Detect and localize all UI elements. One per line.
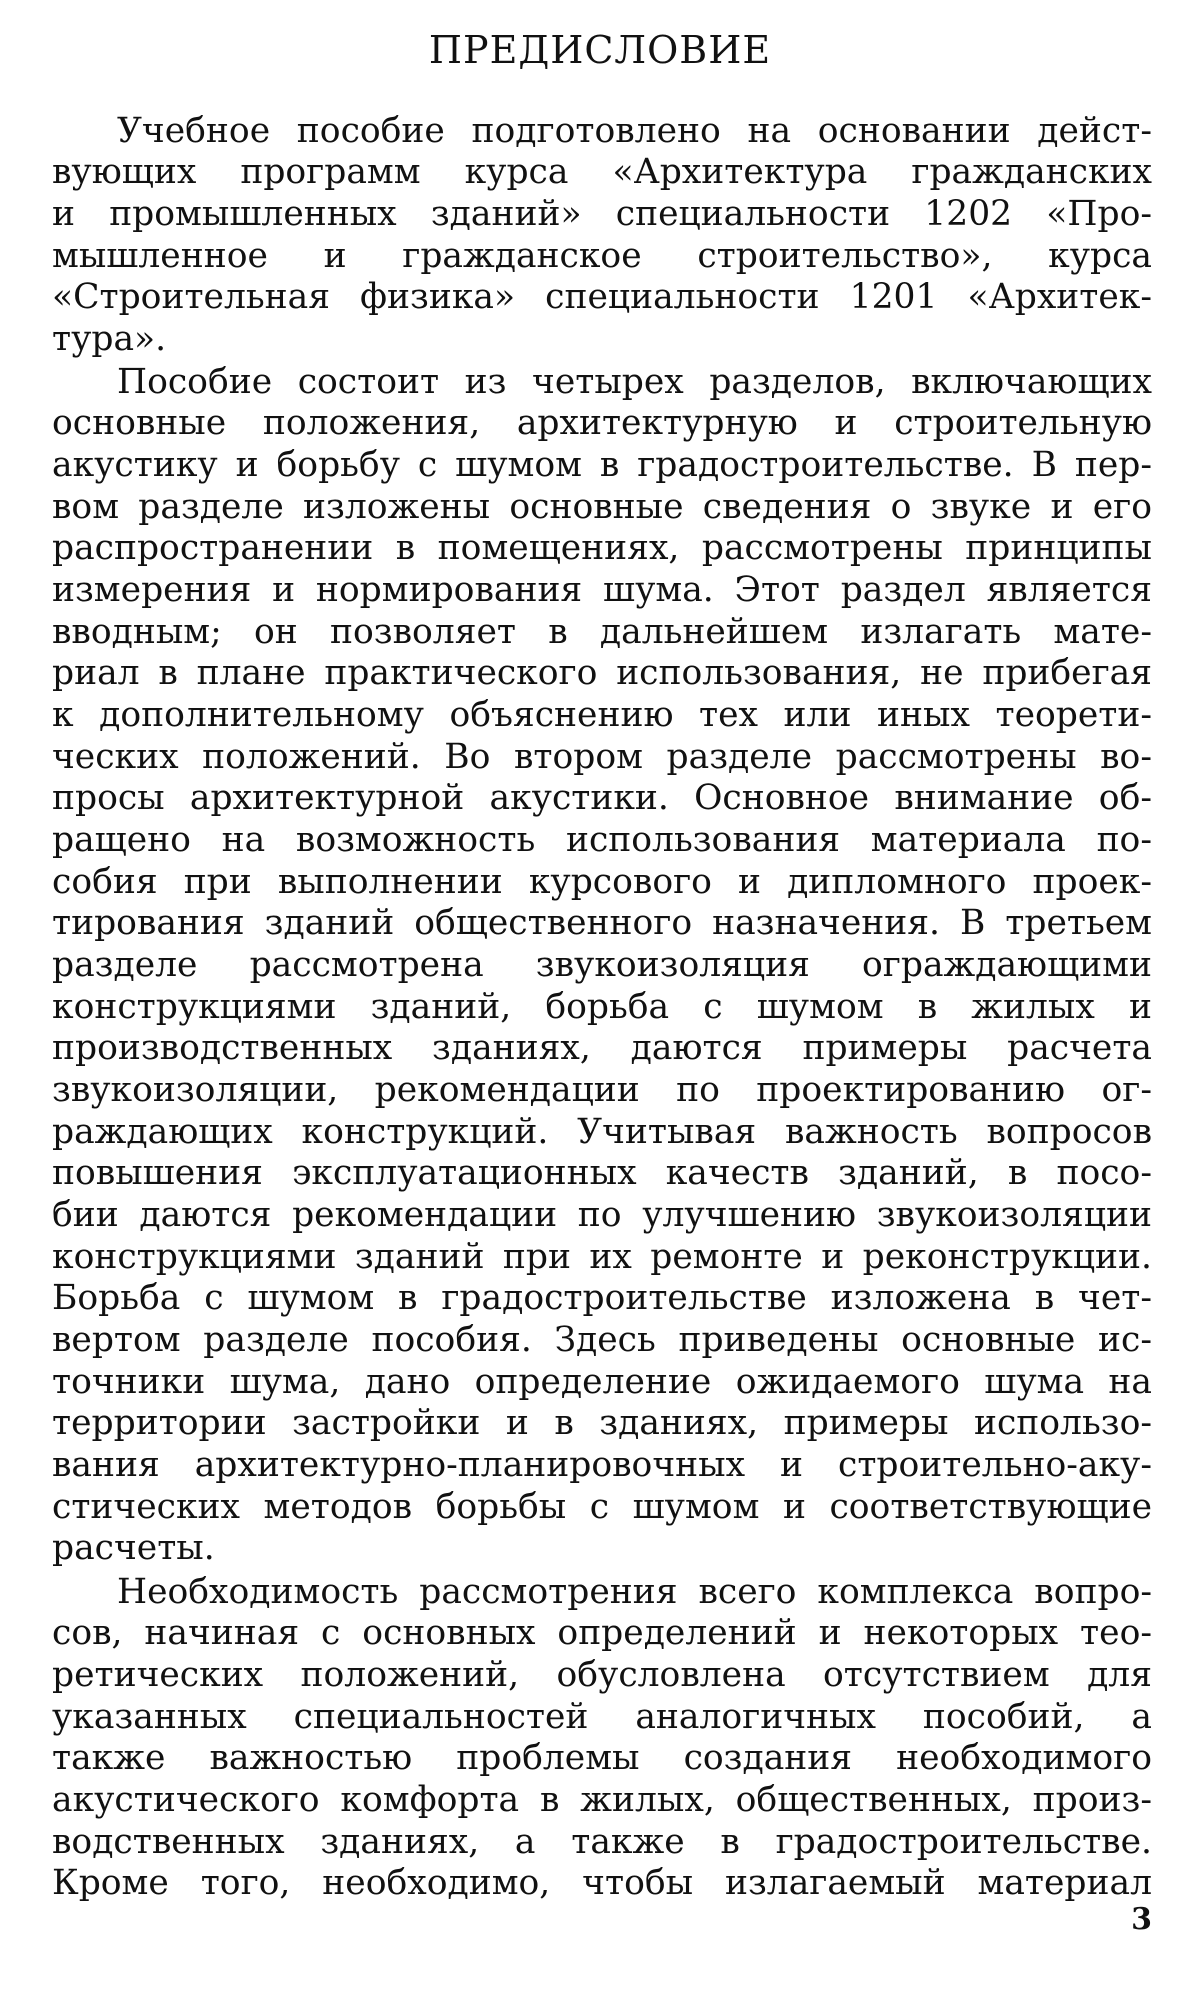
text-line-27: бии даются рекомендации по улучшению звукоизоляции	[52, 1195, 1152, 1235]
text-line-8: основные положения, архитектурную и строительную	[52, 403, 1152, 443]
text-line-7: Пособие состоит из четырех разделов, включающих	[117, 362, 1152, 402]
text-line-14: риал в плане практического использования, не прибегая	[52, 653, 1152, 693]
text-line-2: вующих программ курса «Архитектура гражданских	[52, 152, 1152, 192]
text-line-6: тура».	[52, 319, 167, 359]
text-line-1: Учебное пособие подготовлено на основании дейст-	[117, 111, 1152, 151]
text-line-41: акустического комфорта в жилых, общественных, произ-	[52, 1780, 1152, 1820]
text-line-37: сов, начиная с основных определений и некоторых тео-	[52, 1613, 1152, 1653]
text-line-40: также важностью проблемы создания необходимого	[52, 1738, 1152, 1778]
text-line-43: Кроме того, необходимо, чтобы излагаемый материал	[52, 1863, 1152, 1903]
page-number: 3	[1131, 1902, 1152, 1937]
text-line-42: водственных зданиях, а также в градостроительстве.	[52, 1822, 1152, 1862]
text-line-36: Необходимость рассмотрения всего комплекса вопро-	[117, 1572, 1152, 1612]
text-line-13: вводным; он позволяет в дальнейшем излагать мате-	[52, 612, 1152, 652]
text-line-35: расчеты.	[52, 1528, 215, 1568]
text-line-29: Борьба с шумом в градостроительстве изложена в чет-	[52, 1278, 1152, 1318]
text-line-39: указанных специальностей аналогичных пособий, а	[52, 1697, 1152, 1737]
text-line-11: распространении в помещениях, рассмотрены принципы	[52, 528, 1152, 568]
text-line-23: производственных зданиях, даются примеры расчета	[52, 1028, 1152, 1068]
text-line-31: точники шума, дано определение ожидаемого шума на	[52, 1362, 1152, 1402]
text-line-12: измерения и нормирования шума. Этот раздел является	[52, 570, 1152, 610]
text-line-34: стических методов борьбы с шумом и соответствующие	[52, 1487, 1152, 1527]
text-line-9: акустику и борьбу с шумом в градостроительстве. В пер-	[52, 445, 1152, 485]
text-line-5: «Строительная физика» специальности 1201 «Архитек-	[52, 277, 1152, 317]
text-line-25: раждающих конструкций. Учитывая важность вопросов	[52, 1112, 1152, 1152]
text-line-24: звукоизоляции, рекомендации по проектированию ог-	[52, 1070, 1152, 1110]
text-line-15: к дополнительному объяснению тех или иных теорети-	[52, 695, 1152, 735]
text-line-26: повышения эксплуатационных качеств зданий, в посо-	[52, 1153, 1152, 1193]
text-line-33: вания архитектурно-планировочных и строительно-аку-	[52, 1445, 1152, 1485]
text-line-20: тирования зданий общественного назначения. В третьем	[52, 903, 1152, 943]
text-line-32: территории застройки и в зданиях, примеры использо-	[52, 1403, 1152, 1443]
text-line-28: конструкциями зданий при их ремонте и реконструкции.	[52, 1237, 1152, 1277]
text-line-18: ращено на возможность использования материала по-	[52, 820, 1152, 860]
text-line-21: разделе рассмотрена звукоизоляция ограждающими	[52, 945, 1152, 985]
text-line-30: вертом разделе пособия. Здесь приведены основные ис-	[52, 1320, 1152, 1360]
text-line-4: мышленное и гражданское строительство», курса	[52, 236, 1152, 276]
text-line-17: просы архитектурной акустики. Основное внимание об-	[52, 778, 1152, 818]
text-line-16: ческих положений. Во втором разделе рассмотрены во-	[52, 737, 1152, 777]
text-line-19: собия при выполнении курсового и дипломного проек-	[52, 862, 1152, 902]
page-title: ПРЕДИСЛОВИЕ	[428, 28, 772, 72]
text-line-38: ретических положений, обусловлена отсутствием для	[52, 1655, 1152, 1695]
text-line-3: и промышленных зданий» специальности 1202 «Про-	[52, 194, 1152, 234]
text-line-22: конструкциями зданий, борьба с шумом в жилых и	[52, 987, 1152, 1027]
text-line-10: вом разделе изложены основные сведения о звуке и его	[52, 487, 1152, 527]
